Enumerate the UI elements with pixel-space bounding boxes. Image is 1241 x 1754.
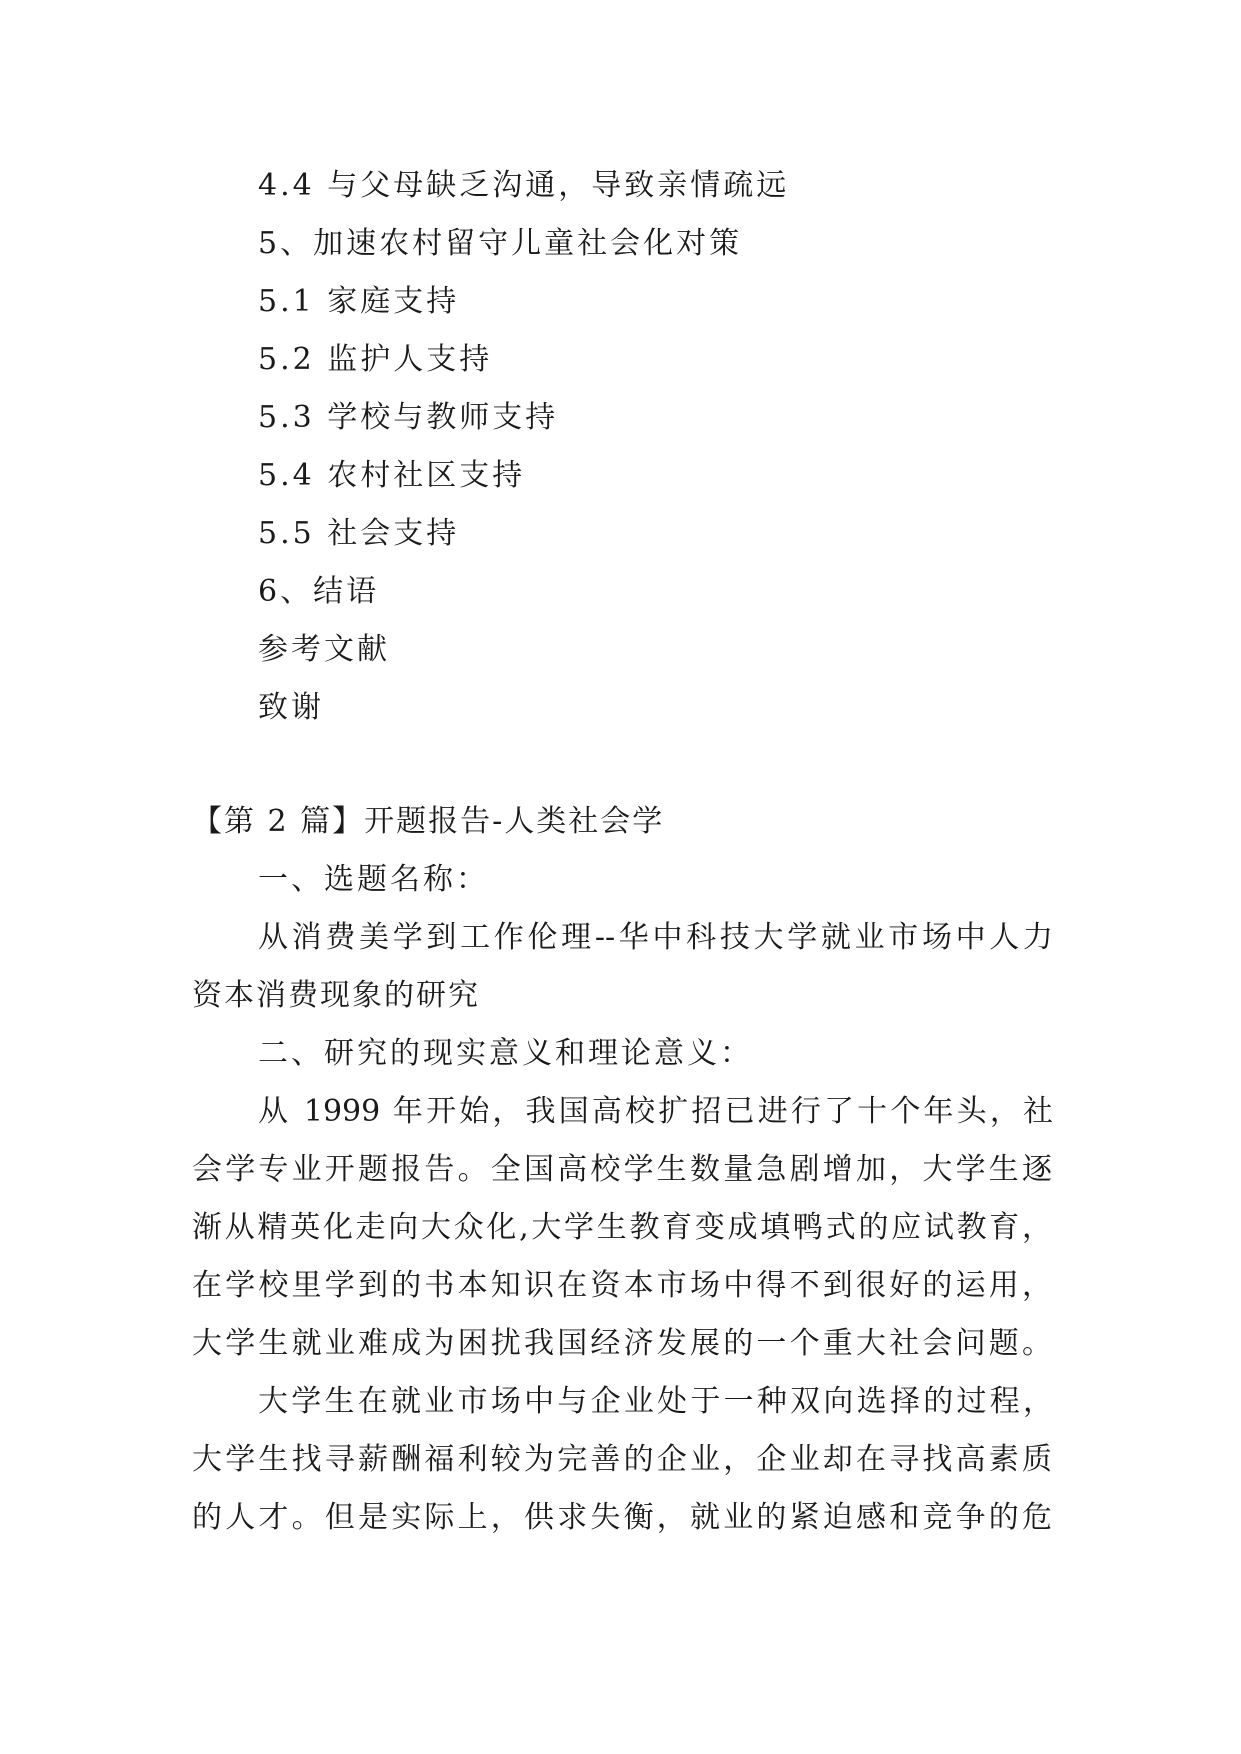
para1-line-1: 从 1999 年开始，我国高校扩招已进行了十个年头，社	[258, 1094, 1053, 1129]
toc-item-6: 6、结语	[258, 574, 380, 609]
toc-item-4-4: 4.4 与父母缺乏沟通，导致亲情疏远	[258, 168, 790, 203]
toc-item-5-2: 5.2 监护人支持	[258, 342, 493, 377]
toc-item-5-3: 5.3 学校与教师支持	[258, 400, 559, 435]
para2-line-3: 的人才。但是实际上，供求失衡，就业的紧迫感和竞争的危	[192, 1500, 1052, 1535]
topic-line-2: 资本消费现象的研究	[192, 978, 480, 1013]
toc-item-5-5: 5.5 社会支持	[258, 516, 460, 551]
para1-line-4: 在学校里学到的书本知识在资本市场中得不到很好的运用，	[192, 1268, 1052, 1303]
para1-line-3: 渐从精英化走向大众化,大学生教育变成填鸭式的应试教育，	[192, 1210, 1052, 1245]
significance-label: 二、研究的现实意义和理论意义：	[258, 1036, 753, 1071]
toc-item-acknowledgements: 致谢	[258, 690, 324, 725]
toc-item-references: 参考文献	[258, 632, 390, 667]
article-heading: 【第 2 篇】开题报告-人类社会学	[192, 804, 665, 839]
para2-line-1: 大学生在就业市场中与企业处于一种双向选择的过程，	[258, 1384, 1053, 1419]
para2-line-2: 大学生找寻薪酬福利较为完善的企业，企业却在寻找高素质	[192, 1442, 1052, 1477]
topic-line-1: 从消费美学到工作伦理--华中科技大学就业市场中人力	[258, 920, 1053, 955]
toc-item-5-4: 5.4 农村社区支持	[258, 458, 526, 493]
toc-item-5: 5、加速农村留守儿童社会化对策	[258, 226, 743, 261]
toc-item-5-1: 5.1 家庭支持	[258, 284, 460, 319]
para1-line-5: 大学生就业难成为困扰我国经济发展的一个重大社会问题。	[192, 1326, 1052, 1361]
topic-label: 一、选题名称：	[258, 862, 489, 897]
para1-line-2: 会学专业开题报告。全国高校学生数量急剧增加，大学生逐	[192, 1152, 1052, 1187]
